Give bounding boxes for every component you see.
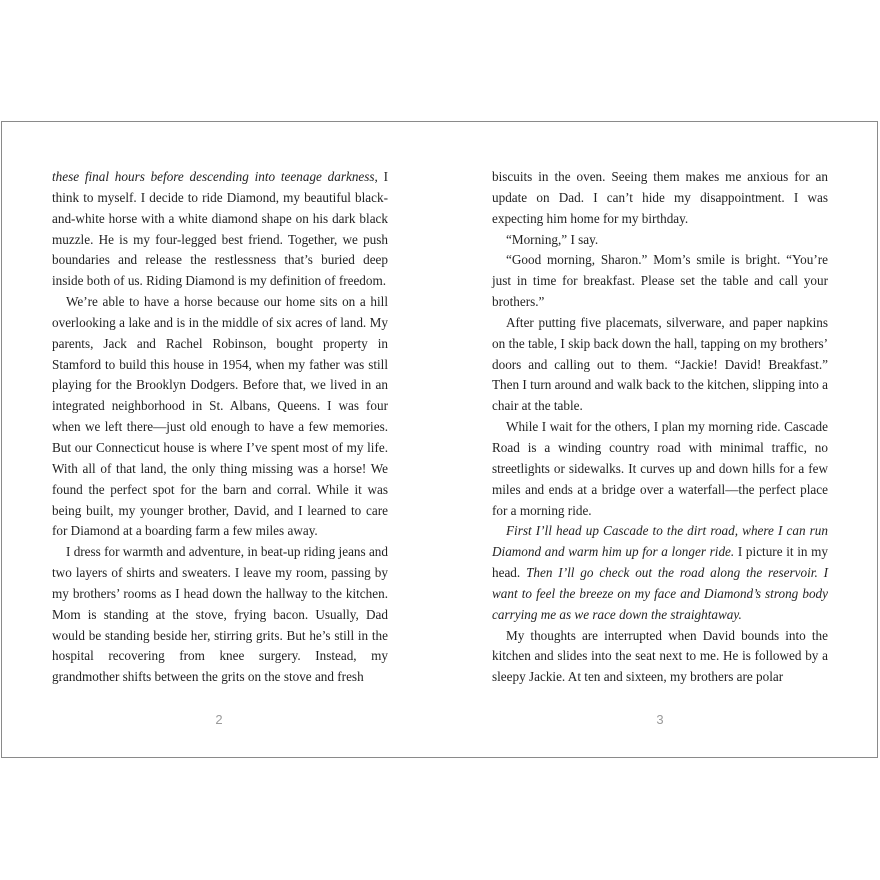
paragraph: We’re able to have a horse because our home sits on a hill overlooking a lake and is in the middle of six acres of land. My parents, Jack and Rachel Robinson, bought property in Stamford to build this house in 1954, when my father was still playing for the Brooklyn Dodgers. Before that, we lived in an integrated neighborhood in St. Albans, Queens. I was four when we left there—just old enough to have a few memories. But our Connecticut house is where I’ve spent most of my life. With all of that land, the only thing missing was a horse! We found the perfect spot for the barn and corral. While it was being built, my younger brother, David, and I learned to care for Diamond at a boarding farm a few miles away. bbox=[52, 294, 388, 539]
paragraph: After putting five placemats, silverware, and paper napkins on the table, I skip back down the hall, tapping on my brothers’ doors and calling out to them. “Jackie! David! Breakfast.” Then I turn around and walk back to the kitchen, slipping into a chair at the table. bbox=[492, 314, 828, 414]
paragraph bbox=[52, 167, 388, 292]
paragraph-text: I picture it in my head. bbox=[492, 544, 828, 581]
paragraph: biscuits in the oven. Seeing them makes me anxious for an update on Dad. I can’t hide my disappointment. I was expecting him home for my birthday. bbox=[492, 169, 828, 226]
paragraph: “Good morning, Sharon.” Mom’s smile is bright. “You’re just in time for breakfast. Please set the table and call your brothers.” bbox=[492, 252, 828, 310]
italic-thought: Then I’ll go check out the road along the reservoir. I want to feel the breeze on my face and Diamond’s strong body carrying me as we race down the straightaway. bbox=[492, 565, 828, 622]
right-page-text bbox=[492, 167, 828, 688]
italic-thought: these final hours before descending into teenage darkness bbox=[52, 169, 375, 184]
paragraph: My thoughts are interrupted when David bounds into the kitchen and slides into the seat next to me. He is followed by a sleepy Jackie. At ten and sixteen, my brothers are polar bbox=[492, 627, 828, 685]
paragraph: I dress for warmth and adventure, in beat-up riding jeans and two layers of shirts and sweaters. I leave my room, passing by my brothers’ rooms as I head down the hallway to the kitchen. Mom is standing at the stove, frying bacon. Usually, Dad would be standing beside her, stirring grits. But he’s still in the hospital recovering from knee surgery. Instead, my grandmother shifts between the grits on the stove and fresh bbox=[52, 544, 388, 685]
paragraph: “Morning,” I say. bbox=[506, 231, 599, 247]
paragraph: While I wait for the others, I plan my morning ride. Cascade Road is a winding country road with minimal traffic, no streetlights or sidewalks. It curves up and down hills for a few miles and ends at a bridge over a waterfall—the perfect place for a morning ride. bbox=[492, 419, 828, 518]
italic-thought: First I’ll head up Cascade to the dirt road, where I can run Diamond and warm him up for a longer ride. bbox=[492, 523, 828, 560]
left-page-text bbox=[52, 167, 388, 688]
page-number: 3 bbox=[656, 712, 664, 727]
paragraph bbox=[492, 521, 828, 625]
paragraph-text: , I think to myself. I decide to ride Diamond, my beautiful black-and-white horse with a white diamond shape on his dark black muzzle. He is my four-legged best friend. Together, we push boundaries and release the restlessness that’s buried deep inside both of us. Riding Diamond is my definition of freedom. bbox=[52, 169, 388, 289]
page-number: 2 bbox=[215, 712, 223, 727]
